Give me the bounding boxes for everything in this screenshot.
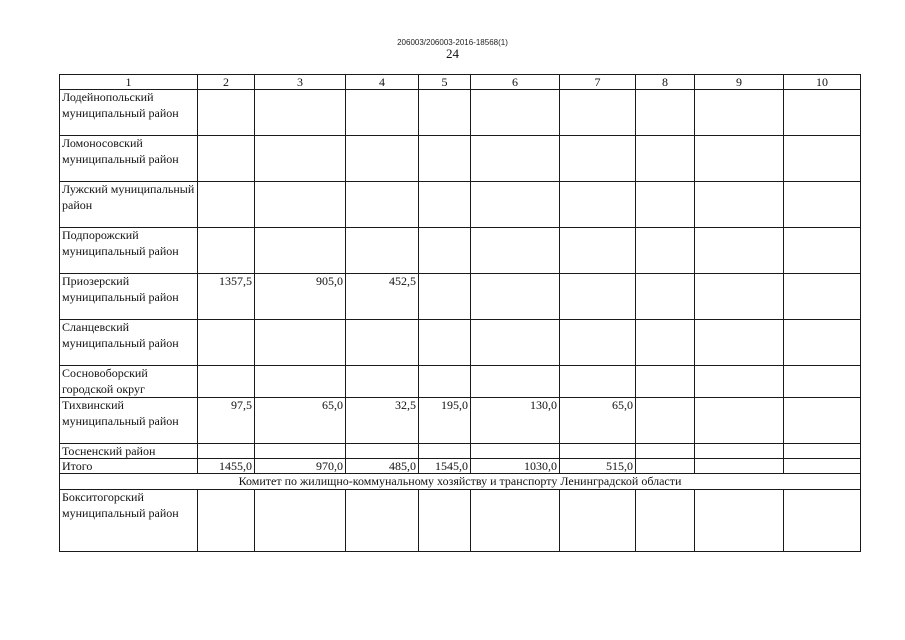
table-cell: [695, 320, 784, 366]
table-cell: [471, 320, 560, 366]
table-row: [60, 228, 861, 274]
table-cell: [471, 90, 560, 136]
column-header: 6: [471, 75, 560, 90]
column-header: 8: [636, 75, 695, 90]
table-cell: [784, 366, 861, 398]
column-header: 5: [419, 75, 471, 90]
row-label: Тихвинский муниципальный район: [60, 398, 198, 444]
table-row: [60, 320, 861, 366]
table-row: [60, 444, 861, 459]
table-cell: [695, 398, 784, 444]
table-row: [60, 274, 861, 320]
row-label: Лодейнопольский муниципальный район: [60, 90, 198, 136]
table-cell: [560, 366, 636, 398]
table-cell: [784, 90, 861, 136]
table-cell: 905,0: [255, 274, 346, 320]
table-cell: [471, 444, 560, 459]
table-cell: 32,5: [346, 398, 419, 444]
page-number: 24: [446, 46, 459, 61]
table-row: [60, 90, 861, 136]
table-row: [60, 136, 861, 182]
table-cell: [419, 366, 471, 398]
table-cell: 1455,0: [198, 459, 255, 474]
table-cell: [198, 90, 255, 136]
row-label: Сосновоборский городской округ: [60, 366, 198, 398]
table-cell: [419, 444, 471, 459]
table-cell: [471, 490, 560, 552]
table-cell: [346, 90, 419, 136]
table-cell: [636, 320, 695, 366]
row-label: Тосненский район: [60, 444, 198, 459]
table-cell: [346, 136, 419, 182]
table-cell: [471, 274, 560, 320]
table-cell: [784, 459, 861, 474]
table-cell: [560, 444, 636, 459]
table-cell: [695, 90, 784, 136]
table-cell: [198, 444, 255, 459]
table-cell: [198, 320, 255, 366]
table-cell: [695, 444, 784, 459]
table-cell: [419, 182, 471, 228]
table-row: [60, 398, 861, 444]
table-cell: [346, 320, 419, 366]
table-cell: [560, 90, 636, 136]
table-cell: [346, 228, 419, 274]
table-cell: [695, 490, 784, 552]
table-cell: [695, 274, 784, 320]
table-cell: [636, 459, 695, 474]
table-cell: [255, 320, 346, 366]
column-header: 7: [560, 75, 636, 90]
table-cell: [198, 136, 255, 182]
row-label: Итого: [60, 459, 198, 474]
row-label: Подпорожский муниципальный район: [60, 228, 198, 274]
table-cell: 65,0: [255, 398, 346, 444]
table-cell: [784, 398, 861, 444]
table-cell: [784, 274, 861, 320]
table-cell: [346, 444, 419, 459]
row-label: Лужский муниципальный район: [60, 182, 198, 228]
table-cell: [419, 90, 471, 136]
table-cell: [419, 136, 471, 182]
table-cell: [346, 490, 419, 552]
table-cell: [255, 228, 346, 274]
column-header: 3: [255, 75, 346, 90]
table-cell: 130,0: [471, 398, 560, 444]
table-cell: [695, 228, 784, 274]
table-cell: [560, 274, 636, 320]
table-cell: [419, 228, 471, 274]
table-cell: [695, 136, 784, 182]
row-label: Ломоносовский муниципальный район: [60, 136, 198, 182]
table-cell: [255, 182, 346, 228]
table-row: [60, 490, 861, 552]
table-cell: [636, 490, 695, 552]
table-cell: [784, 182, 861, 228]
row-label: Приозерский муниципальный район: [60, 274, 198, 320]
table-cell: [636, 136, 695, 182]
table-cell: [784, 444, 861, 459]
table-cell: [784, 136, 861, 182]
table-cell: [255, 490, 346, 552]
table-cell: [636, 398, 695, 444]
total-row: [60, 459, 861, 474]
table-cell: [198, 366, 255, 398]
table-cell: [419, 274, 471, 320]
table-cell: [471, 136, 560, 182]
table-cell: [471, 228, 560, 274]
table-cell: [784, 320, 861, 366]
table-cell: [636, 444, 695, 459]
table-cell: [560, 320, 636, 366]
table-cell: 970,0: [255, 459, 346, 474]
table-cell: [636, 274, 695, 320]
column-header: 1: [60, 75, 198, 90]
section-header-row: [60, 474, 861, 490]
table-cell: [560, 182, 636, 228]
table-cell: [255, 444, 346, 459]
table-cell: 485,0: [346, 459, 419, 474]
table-cell: [636, 228, 695, 274]
table-cell: [255, 90, 346, 136]
column-header: 2: [198, 75, 255, 90]
column-header: 9: [695, 75, 784, 90]
table-cell: [784, 228, 861, 274]
table-cell: [636, 90, 695, 136]
table-row: [60, 366, 861, 398]
column-header: 10: [784, 75, 861, 90]
table-cell: [255, 366, 346, 398]
data-table: [59, 74, 861, 552]
column-header: 4: [346, 75, 419, 90]
table-cell: [198, 490, 255, 552]
table-cell: [695, 182, 784, 228]
table-cell: [695, 459, 784, 474]
table-cell: [471, 182, 560, 228]
table-cell: 515,0: [560, 459, 636, 474]
table-cell: 1357,5: [198, 274, 255, 320]
table-cell: [419, 490, 471, 552]
table-cell: [636, 366, 695, 398]
table-cell: [419, 320, 471, 366]
table-cell: [346, 366, 419, 398]
table-cell: [560, 490, 636, 552]
table-cell: 195,0: [419, 398, 471, 444]
table-cell: [784, 490, 861, 552]
table-cell: [695, 366, 784, 398]
section-title: Комитет по жилищно-коммунальному хозяйству и транспорту Ленинградской области: [60, 474, 861, 490]
table-cell: [198, 228, 255, 274]
table-cell: [636, 182, 695, 228]
table-cell: 1030,0: [471, 459, 560, 474]
table-cell: [255, 136, 346, 182]
row-label: Бокситогорский муниципальный район: [60, 490, 198, 552]
table-cell: 97,5: [198, 398, 255, 444]
table-cell: 1545,0: [419, 459, 471, 474]
row-label: Сланцевский муниципальный район: [60, 320, 198, 366]
table-cell: [560, 228, 636, 274]
document-id: 206003/206003-2016-18568(1): [397, 38, 508, 47]
table-cell: [198, 182, 255, 228]
table-header-row: [60, 75, 861, 90]
table-row: [60, 182, 861, 228]
table-cell: [471, 366, 560, 398]
table-cell: [346, 182, 419, 228]
table-cell: 452,5: [346, 274, 419, 320]
table-cell: [560, 136, 636, 182]
table-cell: 65,0: [560, 398, 636, 444]
